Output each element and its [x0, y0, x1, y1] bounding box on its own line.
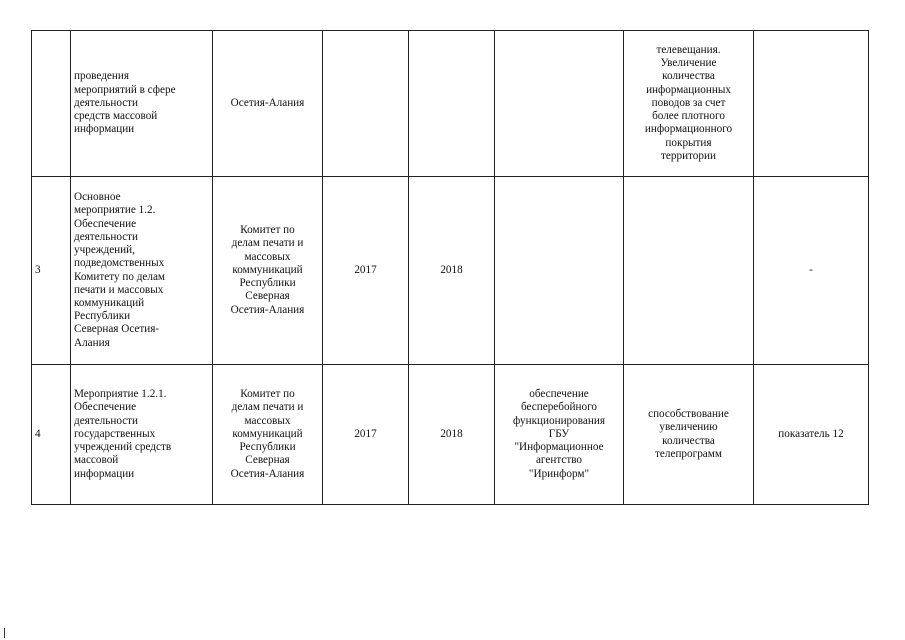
- end-year-cell: 2018: [409, 177, 495, 365]
- executor-cell: Комитет по делам печати и массовых коммуникаций Республики Северная Осетия-Алания: [213, 177, 323, 365]
- row-number-cell: [32, 31, 71, 177]
- result-cell: телевещания. Увеличение количества информационных поводов за счет более плотного информационного покрытия территории: [624, 31, 754, 177]
- indicator-cell: [754, 31, 869, 177]
- executor-cell: Осетия-Алания: [213, 31, 323, 177]
- scan-edge-mark: [4, 628, 5, 638]
- end-year-cell: [409, 31, 495, 177]
- activities-table: [31, 30, 869, 505]
- object-cell: [495, 31, 624, 177]
- indicator-cell: показатель 12: [754, 365, 869, 505]
- table-row: [32, 31, 869, 177]
- row-number-cell: 3: [32, 177, 71, 365]
- result-cell: [624, 177, 754, 365]
- executor-cell: Комитет по делам печати и массовых коммуникаций Республики Северная Осетия-Алания: [213, 365, 323, 505]
- table-row: [32, 177, 869, 365]
- object-cell: [495, 177, 624, 365]
- object-cell: обеспечение бесперебойного функционирования ГБУ "Информационное агентство "Иринформ": [495, 365, 624, 505]
- start-year-cell: 2017: [323, 177, 409, 365]
- indicator-cell: -: [754, 177, 869, 365]
- row-number-cell: 4: [32, 365, 71, 505]
- activity-name-cell: проведения мероприятий в сфере деятельности средств массовой информации: [71, 31, 213, 177]
- activity-name-cell: Мероприятие 1.2.1. Обеспечение деятельности государственных учреждений средств массовой информации: [71, 365, 213, 505]
- table-row: [32, 365, 869, 505]
- activity-name-cell: Основное мероприятие 1.2. Обеспечение деятельности учреждений, подведомственных Комитету по делам печати и массовых коммуникаций Республики Северная Осетия- Алания: [71, 177, 213, 365]
- start-year-cell: 2017: [323, 365, 409, 505]
- end-year-cell: 2018: [409, 365, 495, 505]
- start-year-cell: [323, 31, 409, 177]
- result-cell: способствование увеличению количества телепрограмм: [624, 365, 754, 505]
